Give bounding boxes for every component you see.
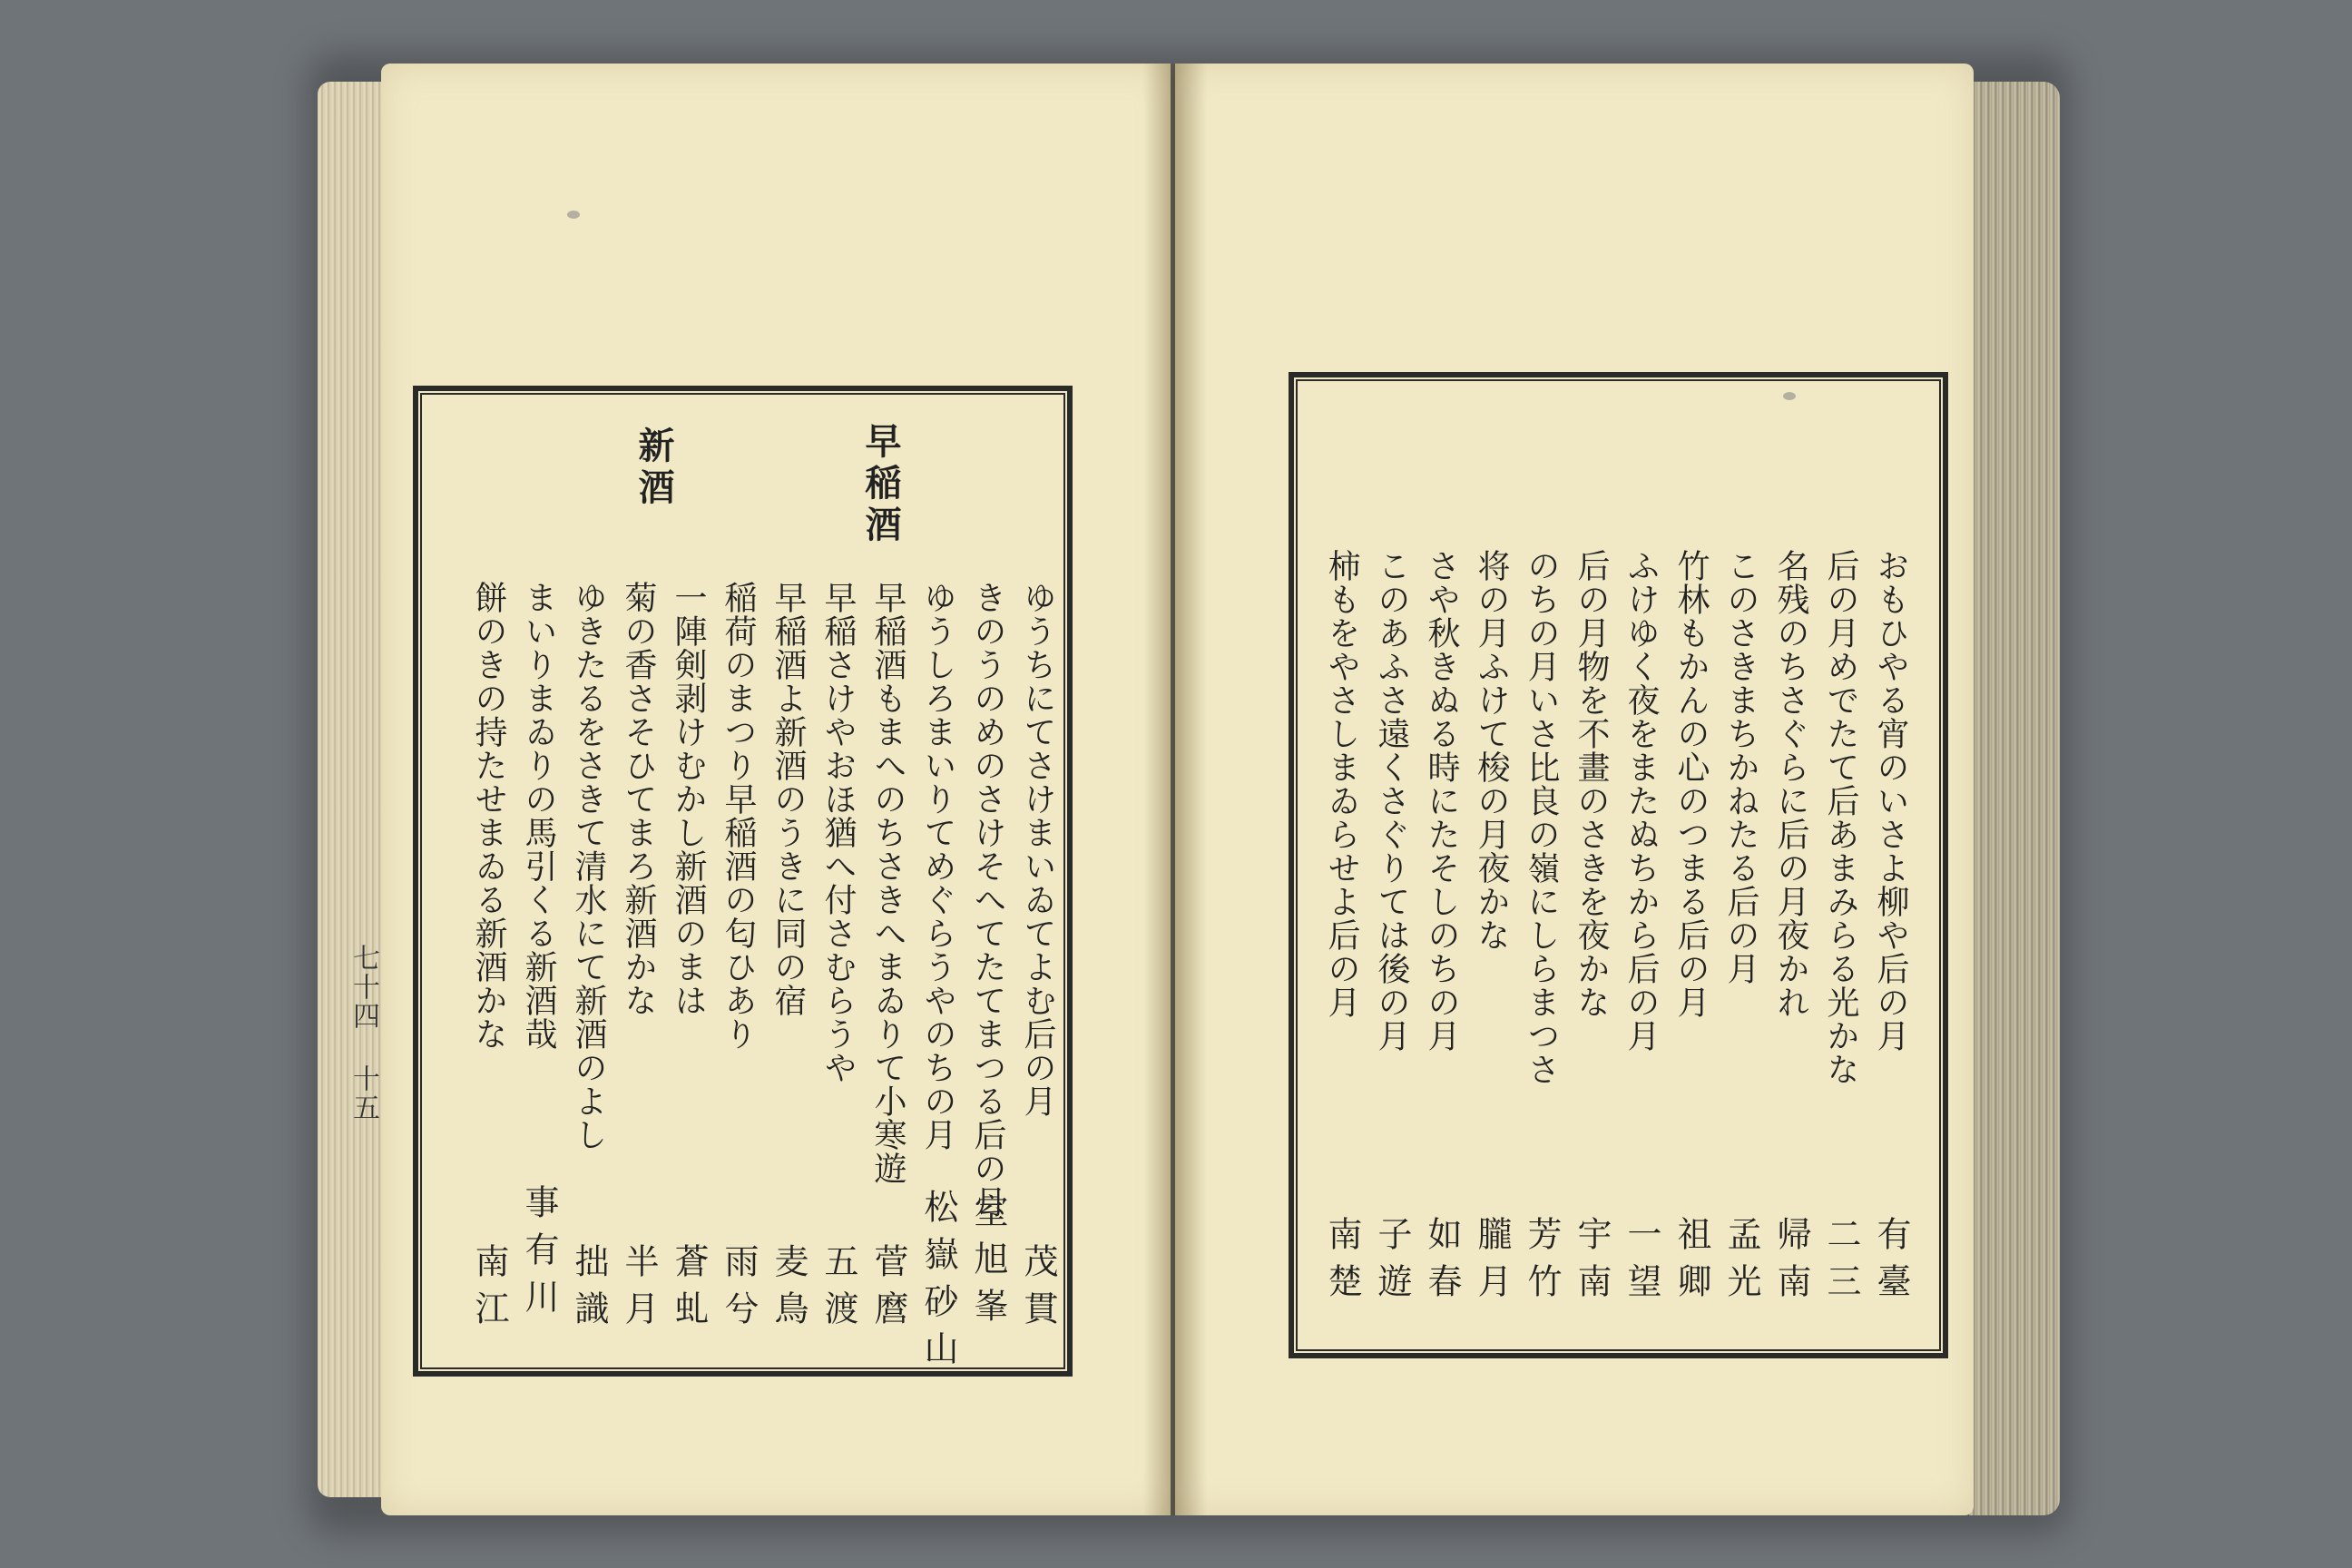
verse: 竹林もかんの心のつまる后の月	[1672, 549, 1710, 1019]
verse: おもひやる宵のいさよ柳や后の月	[1872, 549, 1909, 1053]
verse: まいりまゐりの馬引くる新酒哉	[520, 581, 557, 1051]
verse: 后の月めでたて后あまみらる光かな	[1822, 549, 1859, 1086]
verse: 早稲さけやおほ猶へ付さむらうや	[819, 581, 857, 1084]
section-title-wase-sake: 早稲酒	[859, 422, 902, 547]
author-name: 菅麿	[868, 1243, 908, 1338]
verse: ゆうちにてさけまいゐてよむ后の月	[1019, 581, 1056, 1118]
page-edges-right	[1969, 82, 2060, 1515]
verse: 稲荷のまつり早稲酒の匂ひあり	[720, 581, 757, 1051]
verse: 一陣剣剥けむかし新酒のまは	[670, 581, 707, 1017]
verse: のちの月いさ比良の嶺にしらまつさ	[1523, 549, 1560, 1086]
author-name: 有臺	[1871, 1216, 1911, 1310]
author-name: 室旭峯	[968, 1193, 1008, 1335]
author-name: 孟光	[1721, 1216, 1761, 1310]
author-name: 二三	[1821, 1216, 1861, 1310]
author-name: 帰南	[1771, 1216, 1811, 1310]
verse: 将の月ふけて梭の月夜かな	[1473, 549, 1510, 952]
author-name: 麦鳥	[769, 1243, 808, 1338]
author-name: 五渡	[818, 1243, 858, 1338]
author-name: 一望	[1622, 1216, 1661, 1310]
author-name: 朧月	[1472, 1216, 1512, 1310]
section-title-shinshu: 新酒	[632, 426, 675, 510]
verse: このあふさ遠くさぐりては後の月	[1373, 549, 1410, 1053]
verse: 后の月物を不畫のさきを夜かな	[1573, 549, 1610, 1019]
verse: ゆきたるをさきて清水にて新酒のよし	[570, 581, 607, 1152]
verse: きのうのめのさけそへてたてまつる后の月	[969, 581, 1006, 1219]
author-name: 拙識	[569, 1243, 609, 1338]
author-name: 如春	[1422, 1216, 1462, 1310]
author-name: 蒼虬	[669, 1243, 709, 1338]
author-name: 松嶽砂山	[918, 1189, 958, 1377]
author-name: 茂貫	[1018, 1243, 1058, 1338]
author-name: 南楚	[1322, 1216, 1362, 1310]
author-name: 南江	[469, 1243, 509, 1338]
ink-spot	[567, 211, 580, 219]
verse: このさきまちかねたる后の月	[1722, 549, 1759, 985]
verse: ふけゆく夜をまたぬちから后の月	[1622, 549, 1660, 1053]
page-folio: 七十四 十五	[348, 944, 379, 1122]
page-edges-left	[318, 82, 390, 1497]
author-name: 子遊	[1372, 1216, 1412, 1310]
author-name: 宇南	[1572, 1216, 1612, 1310]
book-gutter	[1143, 64, 1207, 1515]
author-name: 雨兮	[719, 1243, 759, 1338]
verse: 菊の香さそひてまろ新酒かな	[620, 581, 657, 1017]
verse: 名残のちさぐらに后の月夜かれ	[1772, 549, 1809, 1019]
verse: 早稲酒もまへのちさきへまゐりて小寒遊	[869, 581, 906, 1185]
verse: ゆうしろまいりてめぐらうやのちの月	[919, 581, 956, 1152]
verse: 早稲酒よ新酒のうきに同の宿	[769, 581, 807, 1017]
verse: 餅のきの持たせまゐる新酒かな	[470, 581, 507, 1051]
author-name: 事有川	[519, 1184, 559, 1326]
author-name: 芳竹	[1522, 1216, 1562, 1310]
verse: 柿もをやさしまゐらせよ后の月	[1323, 549, 1360, 1019]
author-name: 祖卿	[1671, 1216, 1711, 1310]
author-name: 半月	[619, 1243, 659, 1338]
verse: さや秋きぬる時にたそしのちの月	[1423, 549, 1460, 1053]
